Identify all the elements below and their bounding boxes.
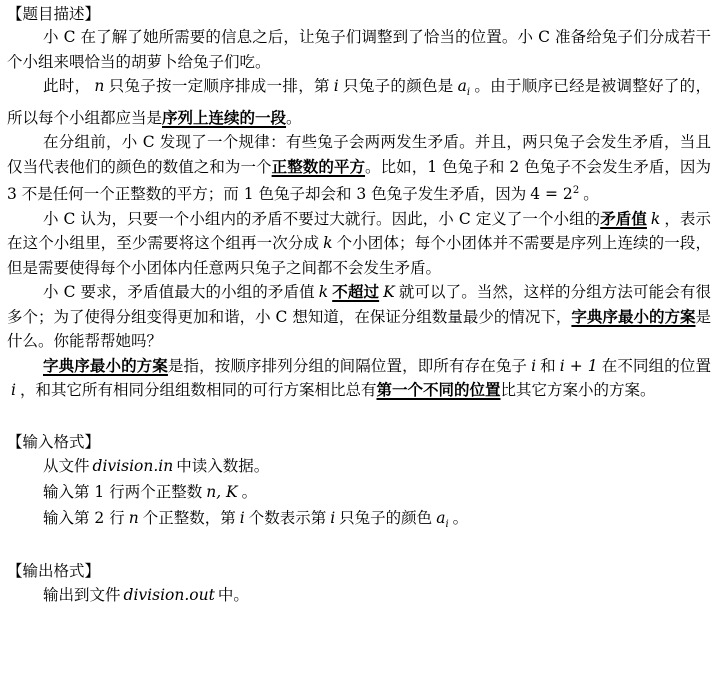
paragraph-lexicographic-definition: 字典序最小的方案是指，按顺序排列分组的间隔位置，即所有存在兔子 i 和 i + 1 在不同组的位置i ，和其它所有相同分组组数相同的可行方案相比总有第一个不同的位置比其它方案小的方案。 bbox=[11, 356, 711, 399]
problem-document bbox=[7, 3, 711, 608]
var-i: i bbox=[330, 508, 336, 527]
output-line-file: 输出到文件 division.out 中。 bbox=[43, 585, 249, 604]
var-n: n bbox=[128, 508, 139, 527]
input-filename: division.in bbox=[92, 456, 174, 475]
paragraph-conflict-value: 小 C 认为，只要一个小组内的矛盾不要过大就行。因此，小 C 定义了一个小组的矛盾值 k ，表示在这个小组里，至少需要将这个组再一次分成 k 个小团体；每个小团体并不需要是序列上连续的一段，但是需要使得每个小团体内任意两只兔子之间都不会发生矛盾。 bbox=[7, 209, 711, 277]
var-k: k bbox=[650, 209, 661, 228]
paragraph-arrangement: 此时， n 只兔子按一定顺序排成一排，第 i 只兔子的颜色是 $a_i$ 。由于顺序已经是被调整好了的，所以每个小组都应当是序列上连续的一段。 bbox=[7, 77, 711, 127]
equation-four: $4 = 2^2$ bbox=[530, 185, 580, 203]
var-i: i bbox=[239, 508, 245, 527]
var-n-k: n, K bbox=[206, 482, 238, 501]
problem-description-heading: 【题目描述】 bbox=[7, 5, 101, 23]
var-k: k bbox=[318, 283, 329, 301]
var-big-k: K bbox=[383, 283, 395, 301]
output-filename: division.out bbox=[123, 585, 215, 604]
emphasis-first-different-position: 第一个不同的位置 bbox=[376, 381, 501, 399]
var-i: i bbox=[531, 356, 537, 375]
emphasis-contiguous-segment: 序列上连续的一段 bbox=[162, 108, 287, 127]
var-a-i: $a_i$ bbox=[436, 508, 449, 530]
emphasis-lexicographic-smallest: 字典序最小的方案 bbox=[571, 307, 696, 326]
emphasis-perfect-square: 正整数的平方 bbox=[271, 157, 366, 176]
emphasis-not-exceed: 不超过 bbox=[332, 283, 380, 301]
var-i: i bbox=[11, 381, 16, 399]
var-i: i bbox=[333, 77, 339, 95]
input-line-file: 从文件 division.in 中读入数据。 bbox=[43, 456, 270, 475]
input-line-second-row: 输入第 2 行 n 个正整数，第 i 个数表示第 i 只兔子的颜色 $a_i$ 。 bbox=[43, 508, 469, 530]
input-line-first-row: 输入第 1 行两个正整数 n, K 。 bbox=[43, 482, 258, 501]
paragraph-intro: 小 C 在了解了她所需要的信息之后，让兔子们调整到了恰当的位置。小 C 准备给兔子们分成若干个小组来喂恰当的胡萝卜给兔子们吃。 bbox=[7, 28, 711, 71]
paragraph-requirement: 小 C 要求，矛盾值最大的小组的矛盾值 k 不超过 K 就可以了。当然，这样的分组方法可能会有很多个；为了使得分组变得更加和谐，小 C 想知道，在保证分组数量最少的情况下，字典序最小的方案是什么。你能帮帮她吗？ bbox=[7, 283, 711, 350]
var-i-plus-1: i + 1 bbox=[559, 356, 598, 375]
output-format-heading: 【输出格式】 bbox=[7, 561, 101, 580]
var-n: n bbox=[94, 77, 105, 95]
input-format-heading: 【输入格式】 bbox=[7, 432, 101, 451]
emphasis-lexicographic-smallest: 字典序最小的方案 bbox=[43, 356, 168, 375]
var-a-i: $a_i$ bbox=[457, 77, 471, 98]
paragraph-conflict-rule: 在分组前，小 C 发现了一个规律：有些兔子会两两发生矛盾。并且，两只兔子会发生矛盾，当且仅当代表他们的颜色的数值之和为一个正整数的平方。比如，1 色兔子和 2 色兔子不会发生矛盾，因为 3 不是任何一个正整数的平方；而 1 色兔子却会和 3 色兔子发生矛盾，因为 $4 = 2^2$ 。 bbox=[7, 133, 711, 203]
var-k: k bbox=[323, 234, 333, 252]
emphasis-conflict-value: 矛盾值 bbox=[600, 209, 647, 228]
